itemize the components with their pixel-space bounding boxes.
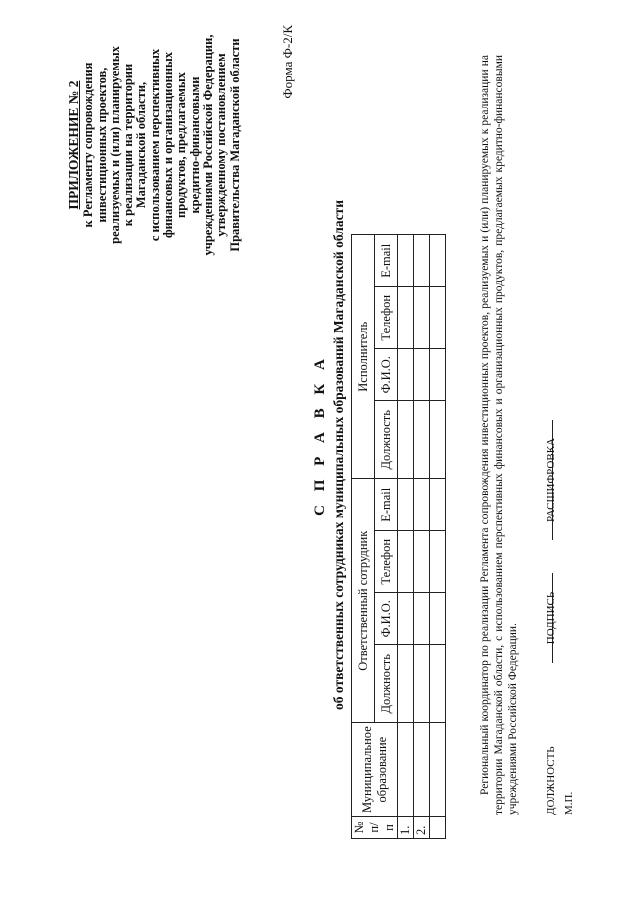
- document-title: С П Р А В К А: [312, 354, 328, 516]
- appendix-line: реализуемых и (или) планируемых: [107, 46, 122, 244]
- appendix-title: ПРИЛОЖЕНИЕ № 2: [66, 80, 81, 210]
- table-cell: [414, 349, 430, 401]
- seal-label: М.П.: [563, 791, 575, 815]
- table-cell: [430, 479, 446, 531]
- table-cell: [414, 723, 430, 817]
- table-cell: [430, 349, 446, 401]
- row-number: 2.: [414, 817, 430, 839]
- table-cell: [414, 401, 430, 479]
- table-row: [398, 235, 414, 839]
- appendix-line: к реализации на территории: [121, 63, 136, 227]
- appendix-line: Правительства Магаданской области: [227, 38, 242, 252]
- appendix-line: Магаданской области,: [134, 81, 149, 209]
- header-municipality: Муниципальное образование: [352, 723, 398, 817]
- table-cell: [430, 723, 446, 817]
- table-cell: [430, 287, 446, 349]
- table-cell: [414, 531, 430, 593]
- table-cell: [430, 235, 446, 287]
- table-cell: [414, 479, 430, 531]
- row-number: 1.: [398, 817, 414, 839]
- header-phone: Телефон: [375, 287, 398, 349]
- table-row: [414, 235, 430, 839]
- appendix-line: учреждениями Российской Федерации,: [200, 34, 215, 256]
- table-cell: [398, 593, 414, 645]
- appendix-line: инвестиционных проектов,: [94, 67, 109, 223]
- header-num: № п/п: [352, 817, 398, 839]
- table-cell: [398, 531, 414, 593]
- header-phone: Телефон: [375, 531, 398, 593]
- form-code: Форма Ф-2/К: [280, 25, 295, 99]
- appendix-header: [67, 25, 242, 265]
- signature-sign: ПОДПИСЬ: [545, 591, 557, 645]
- table-cell: [398, 645, 414, 723]
- table-cell: [414, 593, 430, 645]
- document-subtitle: об ответственных сотрудниках муниципальных образований Магаданской области: [331, 200, 346, 710]
- appendix-line: продуктов, предлагаемых: [174, 72, 189, 218]
- signature-decoding: РАСШИФРОВКА: [545, 438, 557, 522]
- signature-position: ДОЛЖНОСТЬ: [545, 746, 557, 815]
- table-cell: [414, 645, 430, 723]
- table-cell: [398, 235, 414, 287]
- row-number: [430, 817, 446, 839]
- coordinator-note: Региональный координатор по реализации Регламента сопровождения инвестиционных проектов, реализуемых и (или) планируемых к реализации на территории Магаданской области, с использованием перспективных финансовых и организационных продуктов, предлагаемых кредитно-финансовыми учреждениями Российской Федерации.: [479, 55, 519, 815]
- header-email: E-mail: [375, 235, 398, 287]
- header-executor: Исполнитель: [352, 235, 375, 479]
- appendix-line: утвержденному постановлением: [214, 53, 229, 237]
- table-cell: [398, 287, 414, 349]
- header-email: E-mail: [375, 479, 398, 531]
- table-header-row: [352, 235, 375, 839]
- header-name: Ф.И.О.: [375, 593, 398, 645]
- table-cell: [430, 531, 446, 593]
- table-cell: [414, 287, 430, 349]
- header-position: Должность: [375, 401, 398, 479]
- table-cell: [430, 401, 446, 479]
- header-responsible: Ответственный сотрудник: [352, 479, 375, 723]
- appendix-line: финансовых и организационных: [161, 51, 176, 239]
- employees-table: [351, 234, 446, 839]
- header-position: Должность: [375, 645, 398, 723]
- table-cell: [430, 645, 446, 723]
- table-cell: [398, 401, 414, 479]
- table-cell: [398, 479, 414, 531]
- appendix-line: кредитно-финансовыми: [187, 76, 202, 214]
- table-row: [430, 235, 446, 839]
- table-cell: [414, 235, 430, 287]
- table-cell: [398, 349, 414, 401]
- header-name: Ф.И.О.: [375, 349, 398, 401]
- table-cell: [398, 723, 414, 817]
- table-cell: [430, 593, 446, 645]
- appendix-line: с использованием перспективных: [147, 48, 162, 242]
- appendix-line: к Регламенту сопровождения: [81, 62, 96, 228]
